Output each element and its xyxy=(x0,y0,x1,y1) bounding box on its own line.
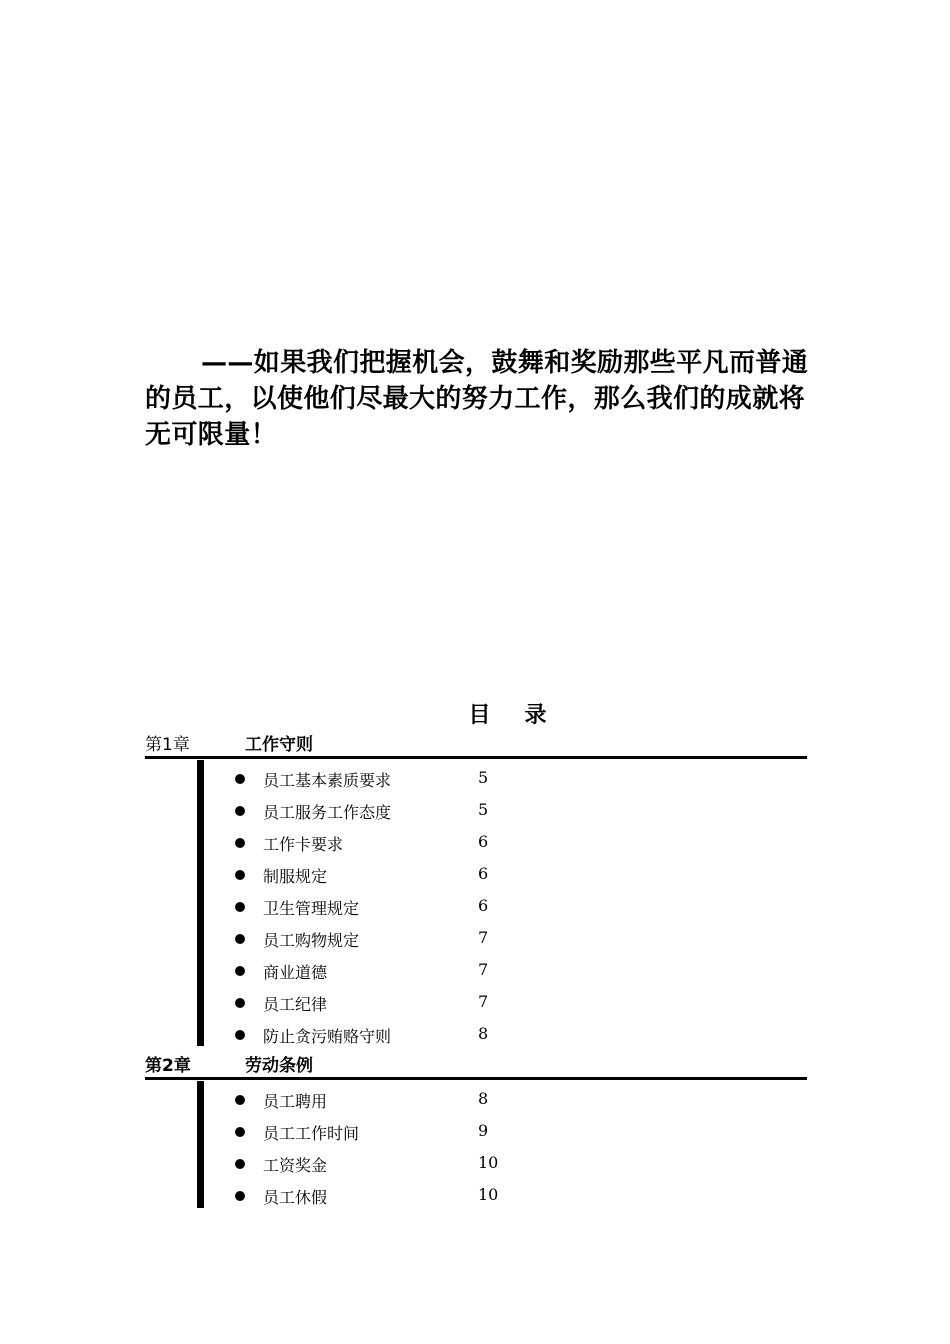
bullet-icon xyxy=(235,838,245,848)
toc-item[interactable] xyxy=(234,1121,534,1145)
toc-item-page: 6 xyxy=(478,832,489,851)
toc-title xyxy=(0,698,950,729)
chapter-1-bar xyxy=(197,760,204,1046)
toc-item[interactable] xyxy=(234,864,534,888)
toc-item[interactable] xyxy=(234,1153,534,1177)
bullet-icon xyxy=(235,806,245,816)
toc-title-right: 录 xyxy=(524,703,547,728)
toc-item[interactable] xyxy=(234,896,534,920)
toc-item[interactable] xyxy=(234,992,534,1016)
toc-item-label: 员工休假 xyxy=(263,1188,328,1207)
bullet-icon xyxy=(235,998,245,1008)
toc-item-page: 6 xyxy=(478,864,489,883)
toc-item-page: 7 xyxy=(478,960,489,979)
toc-item-page: 5 xyxy=(478,800,489,819)
toc-item-label: 员工纪律 xyxy=(263,995,328,1014)
cover-quote: ——如果我们把握机会，鼓舞和奖励那些平凡而普通的员工，以使他们尽最大的努力工作，那么我们的成就将无可限量！ xyxy=(145,348,809,450)
toc-item-label: 员工购物规定 xyxy=(263,931,360,950)
toc-item-label: 员工聘用 xyxy=(263,1092,328,1111)
toc-item[interactable] xyxy=(234,960,534,984)
chapter-1-header xyxy=(145,726,807,759)
toc-item-page: 7 xyxy=(478,928,489,947)
bullet-icon xyxy=(235,1127,245,1137)
toc-item-page: 9 xyxy=(478,1121,489,1140)
toc-item[interactable] xyxy=(234,800,534,824)
bullet-icon xyxy=(235,1159,245,1169)
toc-title-left: 目 xyxy=(468,703,491,728)
bullet-icon xyxy=(235,1095,245,1105)
toc-item-label: 卫生管理规定 xyxy=(263,899,360,918)
bullet-icon xyxy=(235,870,245,880)
bullet-icon xyxy=(235,966,245,976)
chapter-2-header xyxy=(145,1047,807,1080)
chapter-number: 第1章 xyxy=(145,735,190,755)
bullet-icon xyxy=(235,1191,245,1201)
toc-item-label: 工资奖金 xyxy=(263,1156,328,1175)
toc-item-page: 10 xyxy=(478,1185,499,1204)
bullet-icon xyxy=(235,774,245,784)
chapter-name: 工作守则 xyxy=(245,735,313,755)
chapter-number: 第2章 xyxy=(145,1056,191,1076)
toc-item-label: 防止贪污贿赂守则 xyxy=(263,1027,392,1046)
toc-item[interactable] xyxy=(234,768,534,792)
bullet-icon xyxy=(235,934,245,944)
toc-item[interactable] xyxy=(234,1024,534,1048)
bullet-icon xyxy=(235,1030,245,1040)
bullet-icon xyxy=(235,902,245,912)
toc-item-page: 10 xyxy=(478,1153,499,1172)
toc-item-label: 员工工作时间 xyxy=(263,1124,360,1143)
toc-item-label: 制服规定 xyxy=(263,867,328,886)
toc-item-page: 8 xyxy=(478,1024,489,1043)
toc-item[interactable] xyxy=(234,1089,534,1113)
toc-item-page: 7 xyxy=(478,992,489,1011)
toc-item[interactable] xyxy=(234,928,534,952)
toc-item-label: 员工基本素质要求 xyxy=(263,771,392,790)
toc-item[interactable] xyxy=(234,832,534,856)
toc-item[interactable] xyxy=(234,1185,534,1209)
toc-item-page: 5 xyxy=(478,768,489,787)
toc-item-label: 员工服务工作态度 xyxy=(263,803,392,822)
toc-item-page: 8 xyxy=(478,1089,489,1108)
chapter-2-bar xyxy=(197,1081,204,1208)
toc-item-page: 6 xyxy=(478,896,489,915)
chapter-name: 劳动条例 xyxy=(245,1056,313,1076)
toc-item-label: 工作卡要求 xyxy=(263,835,344,854)
toc-item-label: 商业道德 xyxy=(263,963,328,982)
